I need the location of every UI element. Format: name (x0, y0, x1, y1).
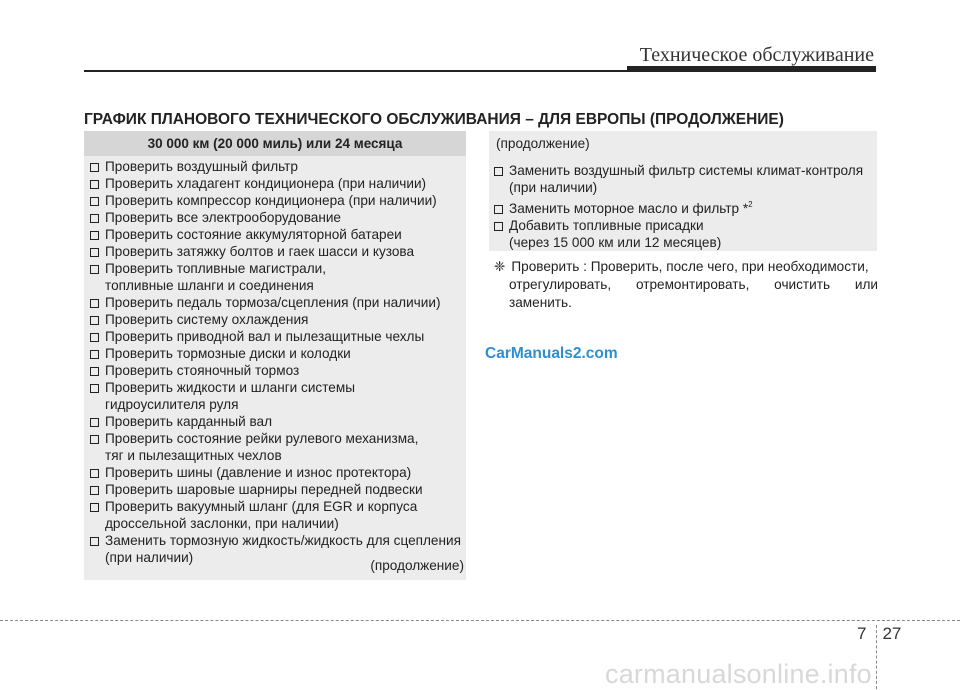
checklist-item-text: Проверить шаровые шарниры передней подвески (105, 482, 423, 497)
checklist-item (90, 430, 464, 464)
checklist-item-text: Заменить воздушный фильтр системы климат-контроля (509, 163, 864, 178)
checkbox-icon (90, 197, 99, 206)
checklist-item (90, 294, 464, 311)
checkbox-icon (494, 167, 503, 176)
note (494, 258, 878, 312)
checklist-item (494, 217, 876, 251)
checklist-item-text: Проверить карданный вал (105, 414, 273, 429)
checklist-item-text: Проверить компрессор кондиционера (при наличии) (105, 193, 437, 208)
right-continued-label: (продолжение) (496, 136, 590, 151)
left-checklist (90, 158, 464, 566)
checkbox-icon (90, 503, 99, 512)
checklist-item (90, 209, 464, 226)
checklist-item (90, 192, 464, 209)
checklist-item (90, 328, 464, 345)
checkbox-icon (90, 333, 99, 342)
checklist-item-text: Проверить вакуумный шланг (для EGR и корпуса (105, 499, 418, 514)
note-symbol-icon: ❈ (494, 259, 506, 274)
chapter-number: 7 (857, 624, 867, 643)
checkbox-icon (90, 486, 99, 495)
checkbox-icon (90, 231, 99, 240)
checklist-item-continuation: дроссельной заслонки, при наличии) (105, 516, 339, 531)
checklist-item-text: Заменить тормозную жидкость/жидкость для сцепления (105, 533, 461, 548)
checklist-item (90, 243, 464, 260)
checklist-item (90, 498, 464, 532)
checklist-item-continuation: (при наличии) (105, 550, 194, 565)
checklist-item (90, 158, 464, 175)
checklist-item-text: Проверить систему охлаждения (105, 312, 309, 327)
left-continued-label: (продолжение) (370, 558, 464, 573)
checklist-item-text: Проверить приводной вал и пылезащитные чехлы (105, 329, 425, 344)
checkbox-icon (90, 180, 99, 189)
checklist-item-text: Проверить состояние аккумуляторной батареи (105, 227, 402, 242)
watermark-link[interactable]: CarManuals2.com (485, 345, 618, 362)
checkbox-icon (90, 299, 99, 308)
checklist-item (90, 464, 464, 481)
checkbox-icon (90, 350, 99, 359)
checklist-item (494, 196, 876, 217)
checklist-item (90, 175, 464, 192)
checklist-item-continuation: (при наличии) (509, 180, 598, 195)
checklist-item (90, 345, 464, 362)
page-number (857, 624, 901, 644)
checkbox-icon (494, 222, 503, 231)
checklist-item (90, 379, 464, 413)
checkbox-icon (90, 163, 99, 172)
checklist-item-continuation: (через 15 000 км или 12 месяцев) (509, 235, 722, 250)
checklist-item-text: Проверить педаль тормоза/сцепления (при наличии) (105, 295, 441, 310)
checkbox-icon (90, 435, 99, 444)
checkbox-icon (90, 265, 99, 274)
interval-header: 30 000 км (20 000 миль) или 24 месяца (84, 131, 466, 156)
note-line-2: отрегулировать, отремонтировать, очистить или заменить. (509, 277, 878, 310)
bottom-watermark: carmanualsonline.info (605, 659, 872, 689)
checklist-item-text: Проверить жидкости и шланги системы (105, 380, 355, 395)
right-checklist (494, 162, 876, 251)
checklist-item (90, 311, 464, 328)
checklist-item-continuation: топливные шланги и соединения (105, 278, 314, 293)
checklist-item-text: Проверить тормозные диски и колодки (105, 346, 351, 361)
checkbox-icon (90, 537, 99, 546)
header-rule-thick (627, 66, 876, 72)
checkbox-icon (494, 205, 503, 214)
page-index: 27 (882, 624, 902, 643)
checklist-item-text: Заменить моторное масло и фильтр * (509, 201, 749, 216)
checkbox-icon (90, 367, 99, 376)
checkbox-icon (90, 316, 99, 325)
header-title: Техническое обслуживание (639, 44, 874, 66)
checklist-item (90, 362, 464, 379)
checklist-item-text: Проверить состояние рейки рулевого механизма, (105, 431, 419, 446)
checklist-item-text: Добавить топливные присадки (509, 218, 704, 233)
checklist-item (90, 226, 464, 243)
checkbox-icon (90, 418, 99, 427)
checklist-item-continuation: тяг и пылезащитных чехлов (105, 448, 282, 463)
checklist-item-text: Проверить стояночный тормоз (105, 363, 300, 378)
footer-divider (0, 620, 960, 621)
footnote-marker: 2 (748, 200, 753, 209)
checkbox-icon (90, 214, 99, 223)
checklist-item-text: Проверить хладагент кондиционера (при наличии) (105, 176, 427, 191)
checklist-item-text: Проверить все электрооборудование (105, 210, 341, 225)
checklist-item-text: Проверить шины (давление и износ протектора) (105, 465, 412, 480)
checklist-item-continuation: гидроусилителя руля (105, 397, 239, 412)
checkbox-icon (90, 248, 99, 257)
checklist-item-text: Проверить воздушный фильтр (105, 159, 298, 174)
checkbox-icon (90, 469, 99, 478)
checklist-item-text: Проверить топливные магистрали, (105, 261, 327, 276)
note-line-1: Проверить : Проверить, после чего, при необходимости, (511, 259, 869, 274)
section-heading: ГРАФИК ПЛАНОВОГО ТЕХНИЧЕСКОГО ОБСЛУЖИВАНИЯ – ДЛЯ ЕВРОПЫ (ПРОДОЛЖЕНИЕ) (84, 111, 784, 128)
checklist-item-text: Проверить затяжку болтов и гаек шасси и кузова (105, 244, 415, 259)
checklist-item (90, 260, 464, 294)
checklist-item (494, 162, 876, 196)
checklist-item (90, 481, 464, 498)
checklist-item (90, 413, 464, 430)
checkbox-icon (90, 384, 99, 393)
